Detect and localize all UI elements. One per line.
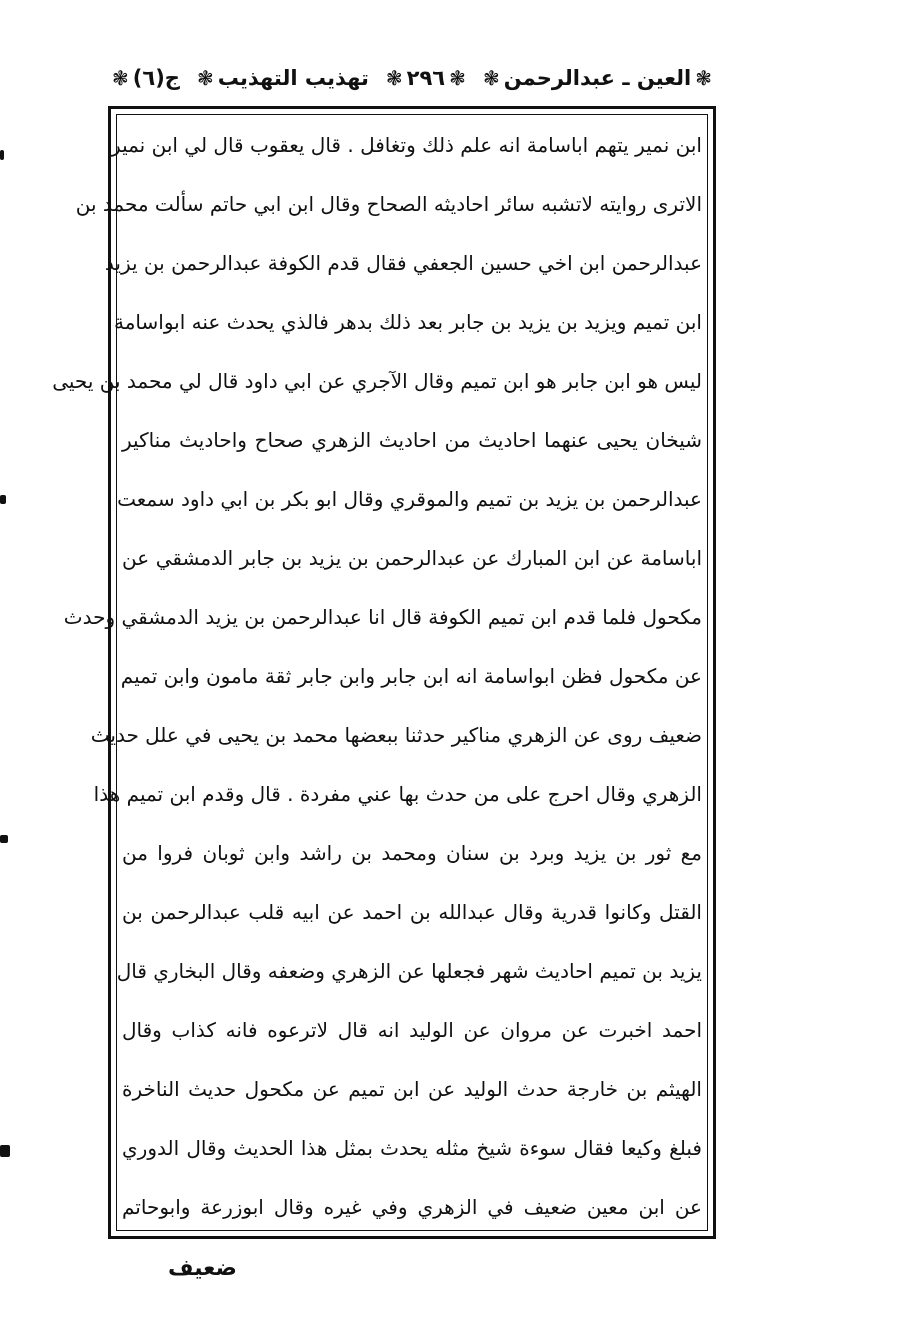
text-line: فبلغ وكيعا فقال سوءة شيخ مثله يحدث بمثل هذا الحديث وقال الدوري <box>122 1136 702 1160</box>
body-text <box>52 116 702 1237</box>
header-volume: ج(٦) <box>132 66 180 90</box>
header-section: العين ـ عبدالرحمن <box>503 66 692 90</box>
text-line: عبدالرحمن ابن اخي حسين الجعفي فقال قدم الكوفة عبدالرحمن بن يزيد <box>104 251 702 275</box>
header-section-group <box>483 66 712 90</box>
ornament-icon: ❃ <box>197 66 214 90</box>
running-header <box>112 56 712 100</box>
text-line: الزهري وقال احرج على من حدث بها عني مفردة . قال وقدم ابن تميم هذا <box>93 782 702 806</box>
ornament-icon: ❃ <box>482 66 500 90</box>
ornament-icon: ❃ <box>385 66 403 90</box>
header-book-title: تهذيب التهذيب <box>217 66 369 90</box>
text-line: ابن نمير يتهم اباسامة انه علم ذلك وتغافل . قال يعقوب قال لي ابن نمير <box>111 133 702 157</box>
header-volume-group <box>112 66 180 90</box>
catchword: ضعيف <box>168 1256 237 1281</box>
text-line: مع ثور بن يزيد وبرد بن سنان ومحمد بن راشد وابن ثوبان فروا من <box>122 841 702 865</box>
scan-mark <box>0 1145 10 1157</box>
page-number: ٢٩٦ <box>406 66 446 90</box>
text-line: مكحول فلما قدم ابن تميم الكوفة قال انا عبدالرحمن بن يزيد الدمشقي وحدث <box>63 605 702 629</box>
text-line: عبدالرحمن بن يزيد بن تميم والموقري وقال ابو بكر بن ابي داود سمعت <box>117 487 702 511</box>
text-line: احمد اخبرت عن مروان عن الوليد انه قال لاترعوه فانه كذاب وقال <box>122 1018 702 1042</box>
ornament-icon: ❃ <box>695 66 712 90</box>
header-book-group <box>197 66 369 90</box>
scan-mark <box>0 835 8 843</box>
text-line: ابن تميم ويزيد بن يزيد بن جابر بعد ذلك بدهر فالذي يحدث عنه ابواسامة <box>113 310 702 334</box>
text-line: شيخان يحيى عنهما احاديث من احاديث الزهري صحاح واحاديث مناكير <box>122 428 702 452</box>
text-line: يزيد بن تميم احاديث شهر فجعلها عن الزهري وضعفه وقال البخاري قال <box>116 959 702 983</box>
text-line: القتل وكانوا قدرية وقال عبدالله بن احمد عن ابيه قلب عبدالرحمن بن <box>122 900 702 924</box>
text-line: الاترى روايته لاتشبه سائر احاديثه الصحاح وقال ابن ابي حاتم سألت محمد بن <box>75 192 702 216</box>
ornament-icon: ❃ <box>112 66 129 90</box>
header-page-group <box>386 66 466 90</box>
text-line: ليس هو ابن جابر هو ابن تميم وقال الآجري عن ابي داود قال لي محمد بن يحيى <box>52 369 702 393</box>
text-line: اباسامة عن ابن المبارك عن عبدالرحمن بن يزيد بن جابر الدمشقي عن <box>122 546 702 570</box>
ornament-icon: ❃ <box>449 66 466 90</box>
text-line: الهيثم بن خارجة حدث الوليد عن ابن تميم عن مكحول حديث الناخرة <box>122 1077 702 1101</box>
scan-mark <box>0 150 4 160</box>
text-line: عن مكحول فظن ابواسامة انه ابن جابر وابن جابر ثقة مامون وابن تميم <box>120 664 702 688</box>
scan-mark <box>0 495 6 504</box>
text-line: ضعيف روى عن الزهري مناكير حدثنا ببعضها محمد بن يحيى في علل حديث <box>90 723 702 747</box>
text-line: عن ابن معين ضعيف في الزهري وفي غيره وقال ابوزرعة وابوحاتم <box>122 1195 702 1219</box>
